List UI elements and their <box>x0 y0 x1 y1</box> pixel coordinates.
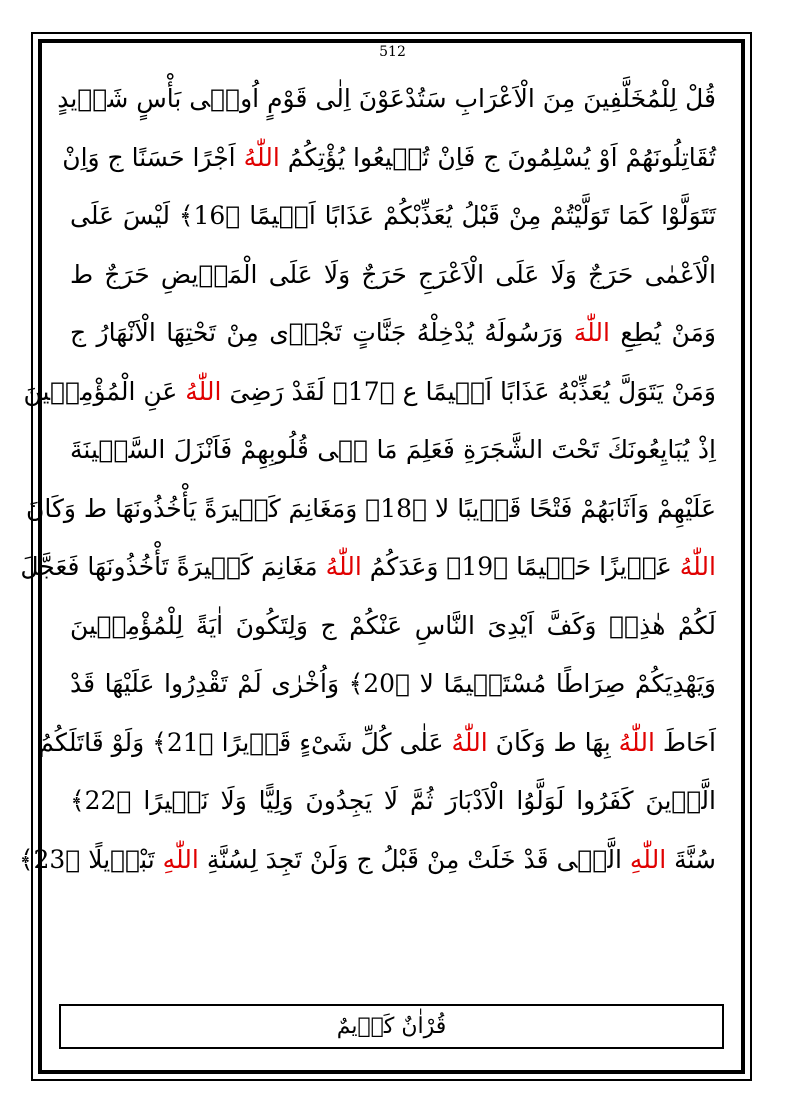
divine-name: اللّٰه <box>162 844 199 874</box>
divine-name: اللّٰه <box>185 376 222 406</box>
quran-text-block <box>18 70 717 889</box>
verse-line-9: اللّٰهُ عَزٖيزًا حَكٖيمًا ﴿19﴾ وَعَدَكُمُ اللّٰهُ مَغَانِمَ كَثٖيرَةً تَأْخُذُونَهَا فَعَجَّلَ <box>20 552 716 581</box>
divine-name: اللّٰه <box>573 318 610 347</box>
verse-line-14: سُنَّةَ اللّٰهِ الَّتٖى قَدْ خَلَتْ مِنْ قَبْلُ ج وَلَنْ تَجِدَ لِسُنَّةِ اللّٰهِ تَبْدٖيلًا ﴿23﴾ <box>18 844 716 874</box>
verse-line-5: وَمَنْ يُطِعِ اللّٰهَ وَرَسُولَهُ يُدْخِلْهُ جَنَّاتٍ تَجْرٖى مِنْ تَحْتِهَا الْاَنْهَارُ ج <box>70 318 716 347</box>
verse-line-11: وَيَهْدِيَكُمْ صِرَاطًا مُسْتَقٖيمًا لا ﴿20﴾ وَاُخْرٰى لَمْ تَقْدِرُوا عَلَيْهَا قَدْ <box>70 669 716 698</box>
verse-line-12: اَحَاطَ اللّٰهُ بِهَا ط وَكَانَ اللّٰهُ عَلٰى كُلِّ شَیْءٍ قَدٖيرًا ﴿21﴾ وَلَوْ قَاتَلَكُمُ <box>38 727 716 757</box>
verse-line-10: لَكُمْ هٰذِهٖ وَكَفَّ اَيْدِىَ النَّاسِ عَنْكُمْ ج وَلِتَكُونَ اٰيَةً لِلْمُؤْمِنٖينَ <box>70 610 716 640</box>
verse-line-7: اِذْ يُبَايِعُونَكَ تَحْتَ الشَّجَرَةِ فَعَلِمَ مَا فٖى قُلُوبِهِمْ فَاَنْزَلَ السَّكٖينَةَ <box>70 435 716 464</box>
divine-name: اللّٰه <box>451 727 488 757</box>
page-number: 512 <box>379 44 406 60</box>
verse-line-1: قُلْ لِلْمُخَلَّفِينَ مِنَ الْاَعْرَابِ سَتُدْعَوْنَ اِلٰى قَوْمٍ اُولٖى بَأْسٍ شَدٖيدٍ <box>57 84 716 113</box>
footer-box <box>59 1004 724 1049</box>
footer-title: قُرْاٰنٌ كَرٖيمٌ <box>336 1014 447 1039</box>
divine-name: اللّٰه <box>243 142 280 172</box>
verse-line-3: تَتَوَلَّوْا كَمَا تَوَلَّيْتُمْ مِنْ قَبْلُ يُعَذِّبْكُمْ عَذَابًا اَلٖيمًا ﴿16﴾ لَيْسَ عَلَى <box>70 201 717 230</box>
verse-line-6: وَمَنْ يَتَوَلَّ يُعَذِّبْهُ عَذَابًا اَلٖيمًا ع ﴿17﴾ لَقَدْ رَضِىَ اللّٰهُ عَنِ الْمُؤْمِنٖينَ <box>23 376 716 406</box>
divine-name: اللّٰه <box>618 727 655 757</box>
divine-name: اللّٰه <box>679 552 716 581</box>
verse-line-4: الْاَعْمٰى حَرَجٌ وَلَا عَلَى الْاَعْرَجِ حَرَجٌ وَلَا عَلَى الْمَرٖيضِ حَرَجٌ ط <box>70 259 716 289</box>
verse-line-13: الَّذٖينَ كَفَرُوا لَوَلَّوُا الْاَدْبَارَ ثُمَّ لَا يَجِدُونَ وَلِيًّا وَلَا نَصٖيرًا ﴿22﴾ <box>70 786 716 815</box>
divine-name: اللّٰه <box>629 844 667 874</box>
divine-name: اللّٰه <box>325 552 362 581</box>
verse-line-2: تُقَاتِلُونَهُمْ اَوْ يُسْلِمُونَ ج فَاِنْ تُطٖيعُوا يُؤْتِكُمُ اللّٰهُ اَجْرًا حَسَنًا ج وَاِنْ <box>62 142 716 172</box>
verse-line-8: عَلَيْهِمْ وَاَثَابَهُمْ فَتْحًا قَرٖيبًا لا ﴿18﴾ وَمَغَانِمَ كَثٖيرَةً يَأْخُذُونَهَا ط وَكَانَ <box>26 493 716 523</box>
